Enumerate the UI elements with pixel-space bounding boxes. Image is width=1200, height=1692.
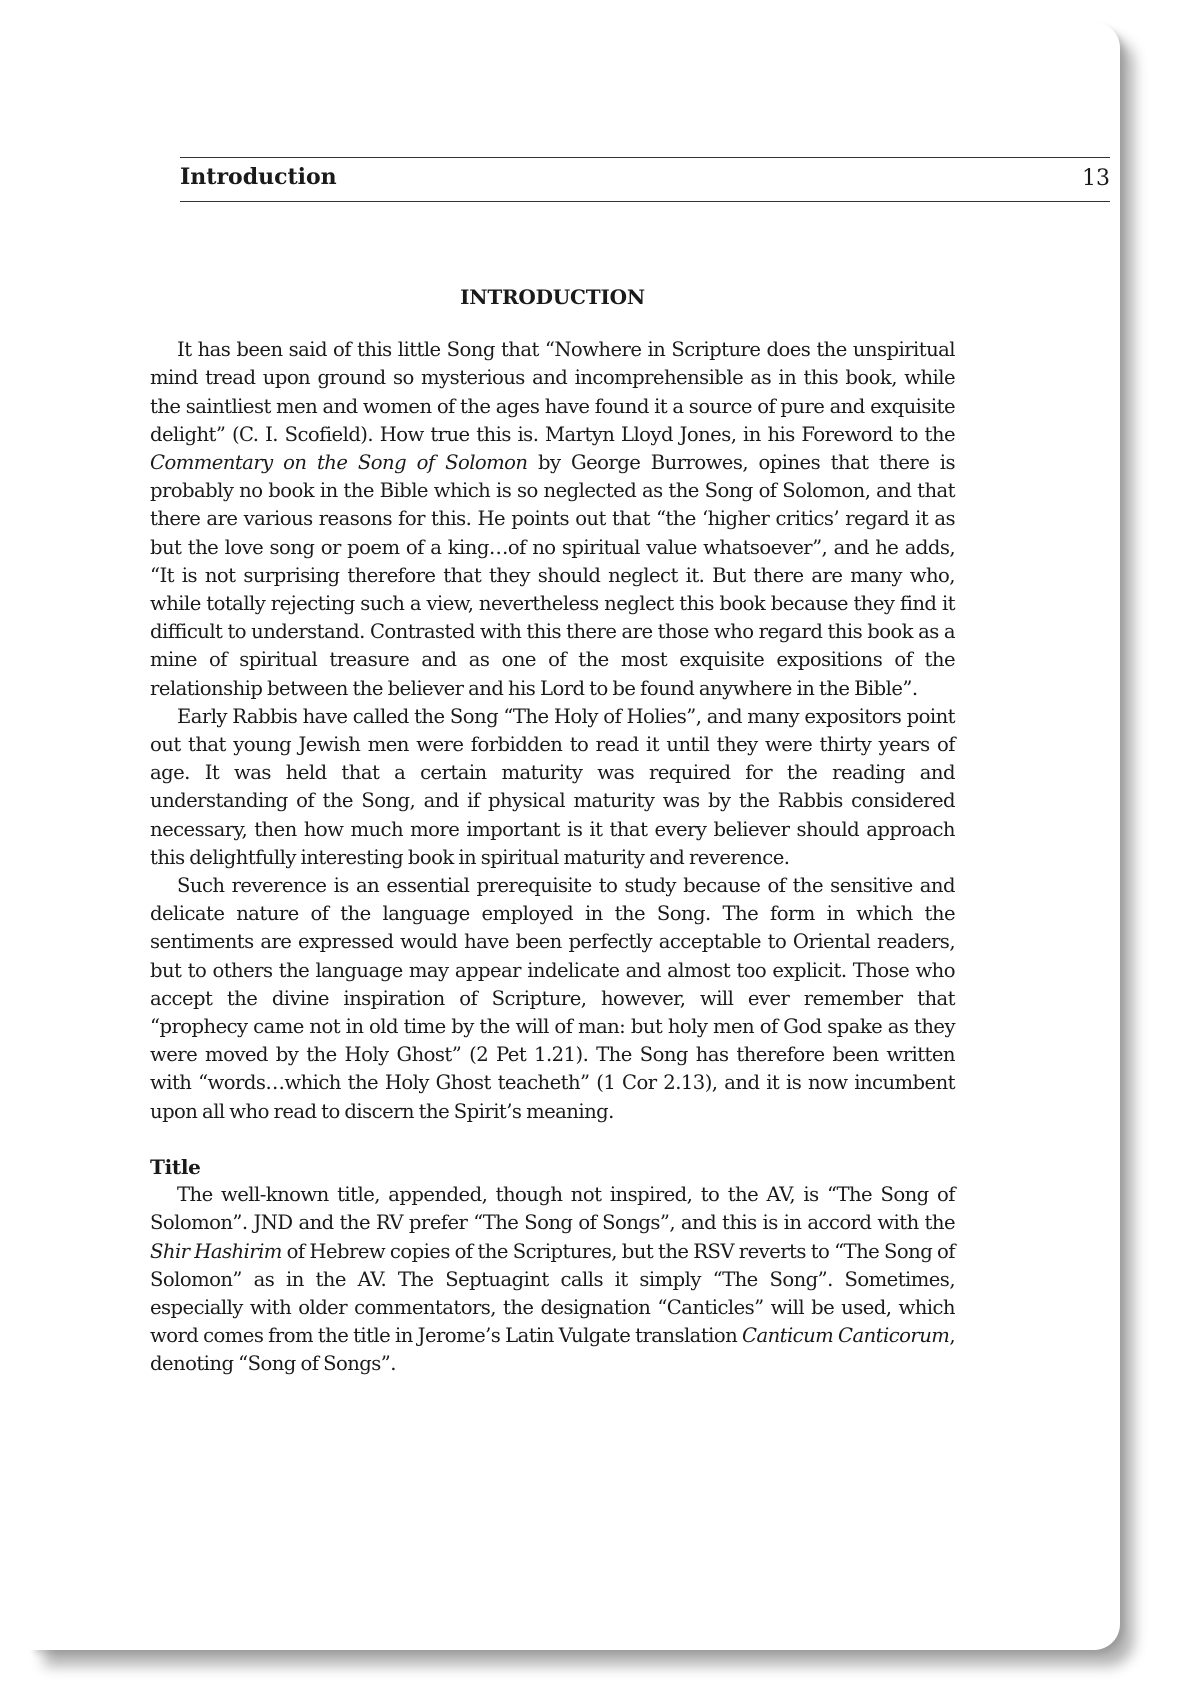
paragraph-text: It has been said of this little Song that “Nowhere in Scripture does the unspiritual mind tread upon ground so mysterious and incomprehensible as in this book, while the saintliest men and women of the ages have found it a source of pure and exquisite delight” (C. I. Scofield). How true this is. Martyn Lloyd Jones, in his Foreword to the	[150, 338, 955, 446]
paragraph-text: by George Burrowes, opines that there is probably no book in the Bible which is so neglected as the Song of Solomon, and that there are various reasons for this. He points out that “the ‘higher critics’ regard it as but the love song or poem of a king…of no spiritual value whatsoever”, and he adds, “It is not surprising therefore that they should neglect it. But there are many who, while totally rejecting such a view, nevertheless neglect this book because they find it difficult to understand. Contrasted with this there are those who regard this book as a mine of spiritual treasure and as one of the most exquisite expositions of the relationship between the believer and his Lord to be found anywhere in the Bible”.	[150, 451, 955, 700]
section-heading-title: Title	[150, 1154, 201, 1179]
italic-title-text: Canticum Canticorum	[742, 1324, 950, 1348]
paragraph	[150, 872, 955, 1126]
running-head-title: Introduction	[180, 164, 337, 190]
paragraph-text: , denoting “Song of Songs”.	[150, 1324, 955, 1376]
intro-paragraphs	[150, 336, 955, 1126]
italic-title-text: Commentary on the Song of Solomon	[150, 451, 528, 475]
page-content	[150, 283, 955, 1379]
paragraph-text: The well-known title, appended, though not inspired, to the AV, is “The Song of Solomon”. JND and the RV prefer “The Song of Songs”, and this is in accord with the	[150, 1183, 955, 1235]
running-head	[180, 157, 1110, 202]
paragraph	[150, 1181, 955, 1378]
paragraph	[150, 703, 955, 872]
title-section-paragraphs	[150, 1181, 955, 1378]
paragraph-text: Such reverence is an essential prerequisite to study because of the sensitive and delicate nature of the language employed in the Song. The form in which the sentiments are expressed would have been perfectly acceptable to Oriental readers, but to others the language may appear indelicate and almost too explicit. Those who accept the divine inspiration of Scripture, however, will ever remember that “prophecy came not in old time by the will of man: but holy men of God spake as they were moved by the Holy Ghost” (2 Pet 1.21). The Song has therefore been written with “words…which the Holy Ghost teacheth” (1 Cor 2.13), and it is now incumbent upon all who read to discern the Spirit’s meaning.	[150, 874, 955, 1123]
chapter-heading: INTRODUCTION	[460, 285, 645, 309]
italic-title-text: Shir Hashirim	[150, 1239, 282, 1263]
page-number: 13	[1082, 166, 1110, 191]
paragraph-text: Early Rabbis have called the Song “The Holy of Holies”, and many expositors point out that young Jewish men were forbidden to read it until they were thirty years of age. It was held that a certain maturity was required for the reading and understanding of the Song, and if physical maturity was by the Rabbis considered necessary, then how much more important is it that every believer should approach this delightfully interesting book in spiritual maturity and reverence.	[150, 704, 955, 869]
paragraph-text: of Hebrew copies of the Scriptures, but the RSV reverts to “The Song of Solomon” as in the AV. The Septuagint calls it simply “The Song”. Sometimes, especially with older commentators, the designation “Canticles” will be used, which word comes from the title in Jerome’s Latin Vulgate translation	[150, 1239, 955, 1348]
paragraph	[150, 336, 955, 703]
